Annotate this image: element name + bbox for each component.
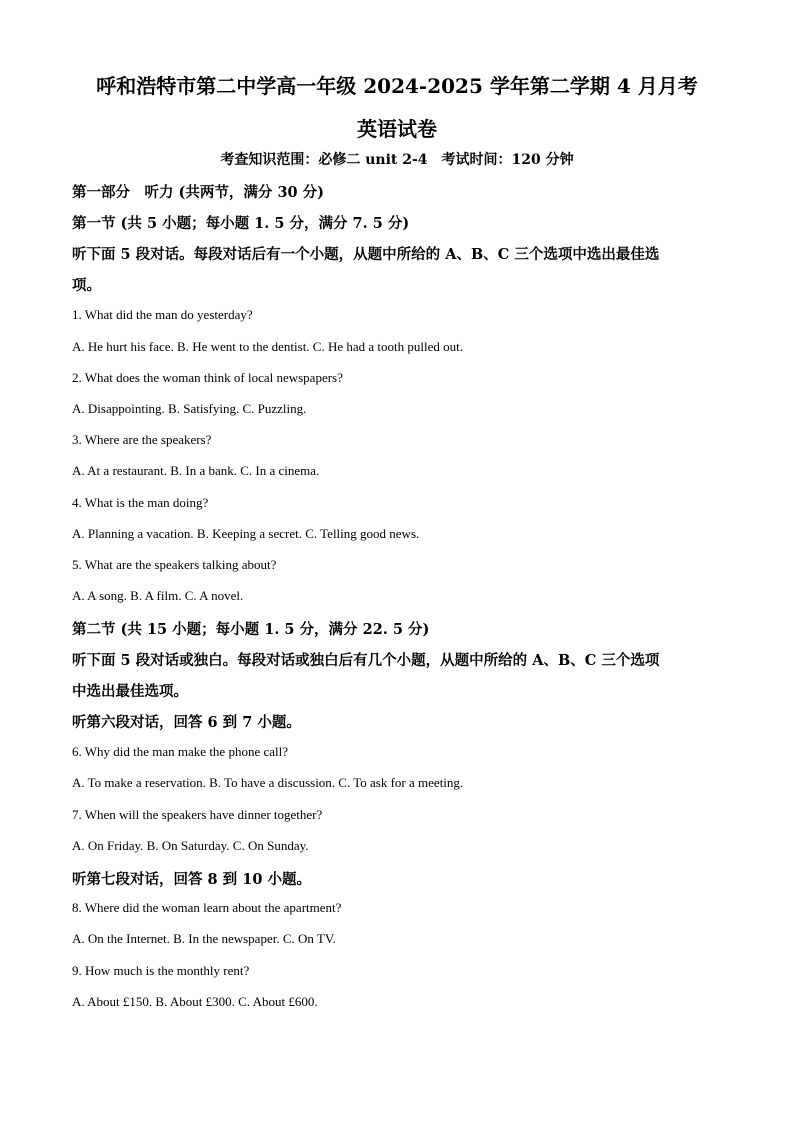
question-3: 3. Where are the speakers? [72,432,212,447]
question-7-options: A. On Friday. B. On Saturday. C. On Sunday. [72,838,309,853]
question-1: 1. What did the man do yesterday? [72,307,253,322]
question-6: 6. Why did the man make the phone call? [72,744,288,759]
exam-scope-and-time: 考查知识范围：必修二 unit 2-4 考试时间：120 分钟 [220,152,574,168]
part1-heading: 第一部分 听力 (共两节，满分 30 分) [72,184,325,201]
section2-instruction: 听下面 5 段对话或独白。每段对话或独白后有几个小题，从题中所给的 A、B、C 三个选项 [72,652,660,669]
question-2-options: A. Disappointing. B. Satisfying. C. Puzzling. [72,401,307,416]
exam-subtitle: 英语试卷 [357,117,437,141]
question-6-options: A. To make a reservation. B. To have a discussion. C. To ask for a meeting. [72,775,464,790]
question-2: 2. What does the woman think of local newspapers? [72,370,343,385]
question-5: 5. What are the speakers talking about? [72,557,277,572]
section1-heading: 第一节 (共 5 小题；每小题 1. 5 分，满分 7. 5 分) [72,215,410,232]
question-4: 4. What is the man doing? [72,495,209,510]
question-1-options: A. He hurt his face. B. He went to the dentist. C. He had a tooth pulled out. [72,339,464,354]
question-3-options: A. At a restaurant. B. In a bank. C. In a cinema. [72,463,320,478]
section1-instruction-cont: 项。 [72,277,101,294]
dialog-6-heading: 听第六段对话，回答 6 到 7 小题。 [72,714,301,731]
question-4-options: A. Planning a vacation. B. Keeping a secret. C. Telling good news. [72,526,420,541]
section2-instruction-cont: 中选出最佳选项。 [72,683,188,700]
exam-title: 呼和浩特市第二中学高一年级 2024-2025 学年第二学期 4 月月考 [96,74,698,98]
question-9-options: A. About £150. B. About £300. C. About £600. [72,994,318,1009]
section1-instruction: 听下面 5 段对话。每段对话后有一个小题，从题中所给的 A、B、C 三个选项中选出最佳选 [72,246,660,263]
question-8: 8. Where did the woman learn about the apartment? [72,900,342,915]
section2-heading: 第二节 (共 15 小题；每小题 1. 5 分，满分 22. 5 分) [72,621,430,638]
question-5-options: A. A song. B. A film. C. A novel. [72,588,244,603]
question-9: 9. How much is the monthly rent? [72,963,250,978]
question-7: 7. When will the speakers have dinner together? [72,807,323,822]
dialog-7-heading: 听第七段对话，回答 8 到 10 小题。 [72,871,311,888]
question-8-options: A. On the Internet. B. In the newspaper. C. On TV. [72,931,336,946]
